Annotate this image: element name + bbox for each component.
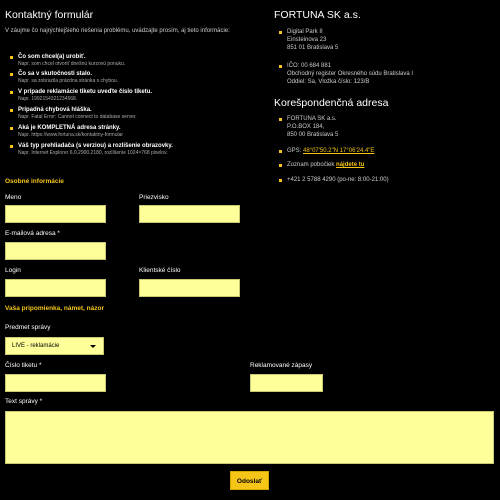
tips-list xyxy=(5,0,265,180)
login-label: Login xyxy=(5,267,21,274)
tip-label: Prípadná chybová hláška. xyxy=(18,107,92,113)
subject-selected-value: LIVE - reklamácie xyxy=(12,343,60,349)
tip-item xyxy=(5,125,123,139)
phone-item: +421 2 5788 4290 (po-ne: 8:00-21:00) xyxy=(274,176,389,184)
first-name-input[interactable] xyxy=(5,205,106,223)
email-input[interactable] xyxy=(5,242,106,260)
bullet-icon xyxy=(10,145,13,148)
gps-item: GPS: 48°07'50.2"N 17°06'24.4"E xyxy=(274,147,374,155)
tip-example: Napr. sa zobrazila prázdna stránka s chybou. xyxy=(18,78,119,84)
tip-item xyxy=(5,107,137,121)
client-number-input[interactable] xyxy=(139,279,240,297)
email-label: E-mailová adresa * xyxy=(5,230,60,237)
message-textarea[interactable] xyxy=(5,411,494,464)
tip-label: Váš typ prehliadača (s verziou) a rozlíšenie obrazovky. xyxy=(18,143,173,149)
ticket-label: Číslo tiketu * xyxy=(5,362,42,369)
tip-item xyxy=(5,89,152,103)
tip-example: Napr. Internet Explorer 6.0.2900.2180, rozlíšenie 1024×768 pixelov. xyxy=(18,150,168,156)
login-input[interactable] xyxy=(5,279,106,297)
bullet-icon xyxy=(10,91,13,94)
last-name-input[interactable] xyxy=(139,205,240,223)
comment-section-heading: Vaša pripomienka, námet, názor xyxy=(5,305,104,312)
tip-example: Napr. 1992154321234568. xyxy=(18,96,78,102)
bullet-icon xyxy=(279,179,282,182)
corr-title: Korešpondenčná adresa xyxy=(274,97,389,109)
branches-item: Zoznam pobočiek nájdete tu xyxy=(274,161,364,169)
tip-example: Napr. https://www.fortuna.sk/kontaktny-formular xyxy=(18,132,124,138)
bullet-icon xyxy=(10,127,13,130)
submit-button[interactable]: Odoslať xyxy=(230,471,269,490)
bullet-icon xyxy=(279,164,282,167)
bullet-icon xyxy=(10,73,13,76)
last-name-label: Priezvisko xyxy=(139,194,169,201)
bullet-icon xyxy=(279,150,282,153)
registry-item: IČO: 00 684 881 Obchodný register Okresného súdu Bratislava I Oddiel: Sa, Vložka číslo: 123/B xyxy=(274,62,413,86)
bullet-icon xyxy=(10,109,13,112)
tip-item xyxy=(5,143,173,157)
intro-text: V záujme čo najrýchlejšieho riešenia problému, uvádzajte prosím, aj tieto informácie: xyxy=(5,28,230,34)
message-label: Text správy * xyxy=(5,398,43,405)
tip-label: V prípade reklamácie tiketu uveďte číslo tiketu. xyxy=(18,89,153,95)
subject-select[interactable] xyxy=(5,337,104,355)
address-item: Digital Park II Einsteinova 23 851 01 Bratislava 5 xyxy=(274,28,338,52)
claimed-matches-label: Reklamované zápasy xyxy=(250,362,313,369)
company-title: FORTUNA SK a.s. xyxy=(274,9,361,21)
branches-link[interactable]: nájdete tu xyxy=(336,162,365,168)
tip-label: Čo som chcel(a) urobiť. xyxy=(18,54,86,60)
bullet-icon xyxy=(10,56,13,59)
gps-link[interactable]: 48°07'50.2"N 17°06'24.4"E xyxy=(303,148,375,154)
personal-section-heading: Osobné informácie xyxy=(5,178,64,185)
client-number-label: Klientské číslo xyxy=(139,267,181,274)
form-title: Kontaktný formulár xyxy=(5,9,94,21)
tip-example: Napr. Fatal Error: Cannot connect to database server. xyxy=(18,114,137,120)
tip-item xyxy=(5,71,118,85)
chevron-down-icon xyxy=(90,345,96,348)
bullet-icon xyxy=(279,118,282,121)
subject-label: Predmet správy xyxy=(5,324,51,331)
tip-example: Napr. som chcel otvoriť dnešnú kurzovú ponuku. xyxy=(18,61,126,67)
claimed-matches-input[interactable] xyxy=(250,374,323,392)
ticket-input[interactable] xyxy=(5,374,106,392)
tip-item xyxy=(5,54,125,68)
tip-label: Aká je KOMPLETNÁ adresa stránky. xyxy=(18,125,121,131)
corr-address-item: FORTUNA SK a.s. P.O.BOX 184, 850 00 Bratislava 5 xyxy=(274,115,338,139)
first-name-label: Meno xyxy=(5,194,22,201)
tip-label: Čo sa v skutočnosti stalo. xyxy=(18,71,93,77)
corr-info-list xyxy=(274,0,500,190)
